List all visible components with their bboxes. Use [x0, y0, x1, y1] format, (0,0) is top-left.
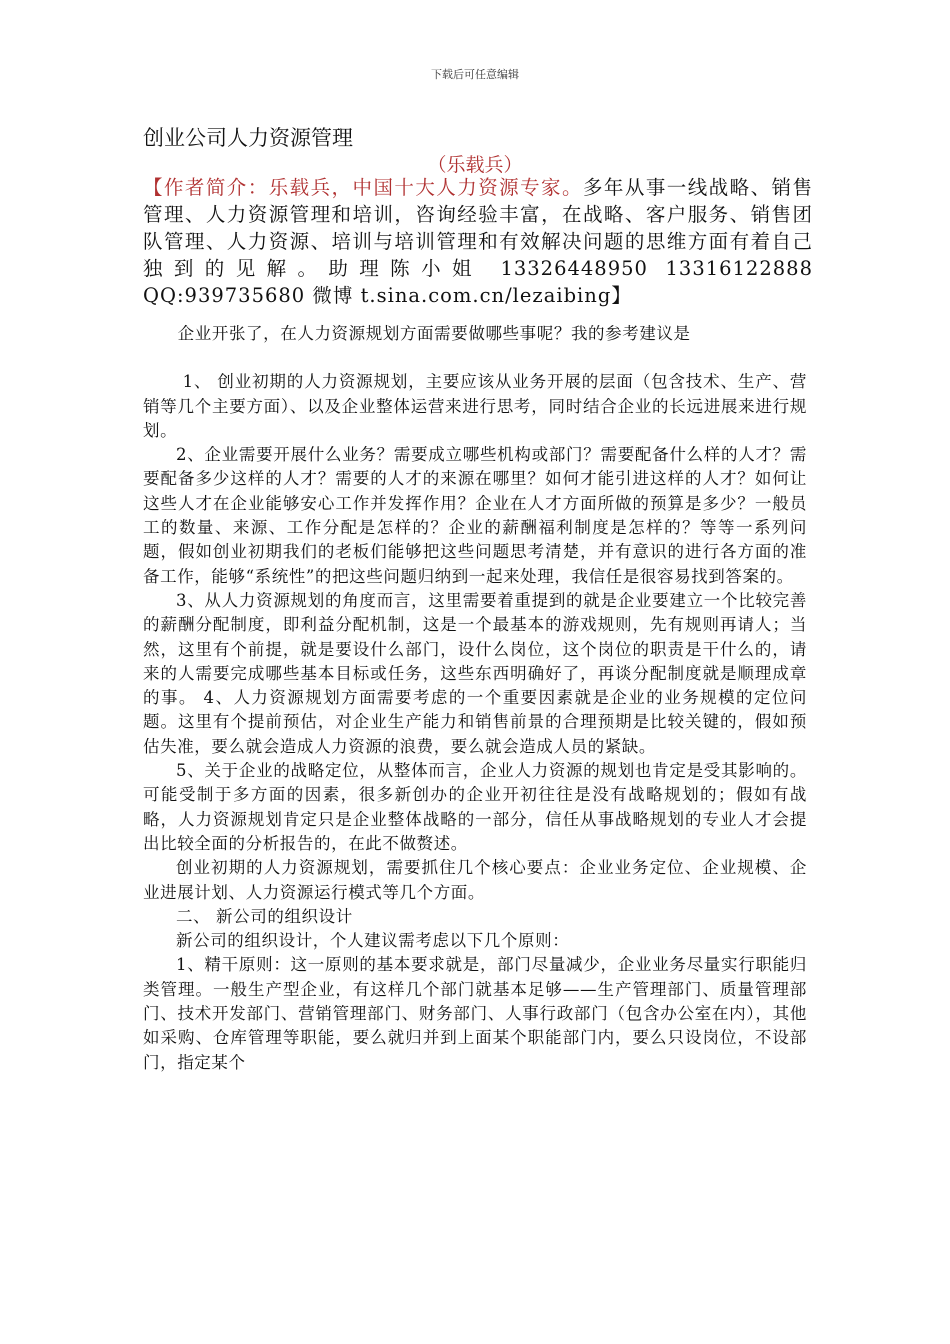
paragraph: 5、关于企业的战略定位，从整体而言，企业人力资源的规划也肯定是受其影响的。可能受制于多方面的因素，很多新创办的企业开初往往是没有战略规划的；假如有战略，人力资源规划肯定只是企业整体战略的一部分，信任从事战略规划的专业人才会提出比较全面的分析报告的，在此不做赘述。 — [143, 761, 807, 853]
section-heading: 二、 新公司的组织设计 — [176, 906, 353, 926]
author-name: （乐载兵） — [427, 154, 523, 176]
page-header-note: 下载后可任意编辑 — [431, 68, 519, 81]
author-intro-text: 多年从事一线战略、销售管理、人力资源管理和培训，咨询经验丰富，在战略、客户服务、销售团队管理、人力资源、培训与培训管理和有效解决问题的思维方面有着自己独到的见解。助理陈小姐 13326448950 13316122888 QQ:939735680 微博 t.sina.com.cn/lezaibing】 — [143, 176, 813, 307]
paragraph: 2、企业需要开展什么业务？需要成立哪些机构或部门？需要配备什么样的人才？需要配备多少这样的人才？需要的人才的来源在哪里？如何才能引进这样的人才？如何让这些人才在企业能够安心工作并发挥作用？企业在人才方面所做的预算是多少？一般员工的数量、来源、工作分配是怎样的？企业的薪酬福利制度是怎样的？等等一系列问题，假如创业初期我们的老板们能够把这些问题思考清楚，并有意识的进行各方面的准备工作，能够“系统性”的把这些问题归纳到一起来处理，我信任是很容易找到答案的。 — [143, 445, 807, 586]
paragraph: 1、精干原则：这一原则的基本要求就是，部门尽量减少，企业业务尽量实行职能归类管理。一般生产型企业，有这样几个部门就基本足够——生产管理部门、质量管理部门、技术开发部门、营销管理部门、财务部门、人事行政部门（包含办公室在内），其他如采购、仓库管理等职能，要么就归并到上面某个职能部门内，要么只设岗位，不设部门，指定某个 — [143, 955, 807, 1072]
author-intro — [143, 174, 813, 309]
paragraph: 新公司的组织设计，个人建议需考虑以下几个原则： — [176, 931, 570, 951]
paragraph: 3、从人力资源规划的角度而言，这里需要着重提到的就是企业要建立一个比较完善的薪酬分配制度，即利益分配机制，这是一个最基本的游戏规则，先有规则再请人；当然，这里有个前提，就是要设什么部门，设什么岗位，这个岗位的职责是干什么的，请来的人需要完成哪些基本目标或任务，这些东西明确好了，再谈分配制度就是顺理成章的事。 4、人力资源规划方面需要考虑的一个重要因素就是企业的业务规模的定位问题。这里有个提前预估，对企业生产能力和销售前景的合理预期是比较关键的，假如预估失准，要么就会造成人力资源的浪费，要么就会造成人员的紧缺。 — [143, 590, 807, 756]
paragraph: 创业初期的人力资源规划，需要抓住几个核心要点：企业业务定位、企业规模、企业进展计划、人力资源运行模式等几个方面。 — [143, 858, 807, 902]
author-intro-highlight: 【作者简介：乐载兵，中国十大人力资源专家。 — [143, 176, 583, 199]
document-body — [143, 322, 807, 1075]
paragraph-lead: 企业开张了，在人力资源规划方面需要做哪些事呢？我的参考建议是 — [177, 324, 691, 343]
paragraph: 1、 创业初期的人力资源规划，主要应该从业务开展的层面（包含技术、生产、营销等几个主要方面）、以及企业整体运营来进行思考，同时结合企业的长远进展来进行规划。 — [143, 372, 807, 440]
document-title: 创业公司人力资源管理 — [143, 126, 353, 150]
